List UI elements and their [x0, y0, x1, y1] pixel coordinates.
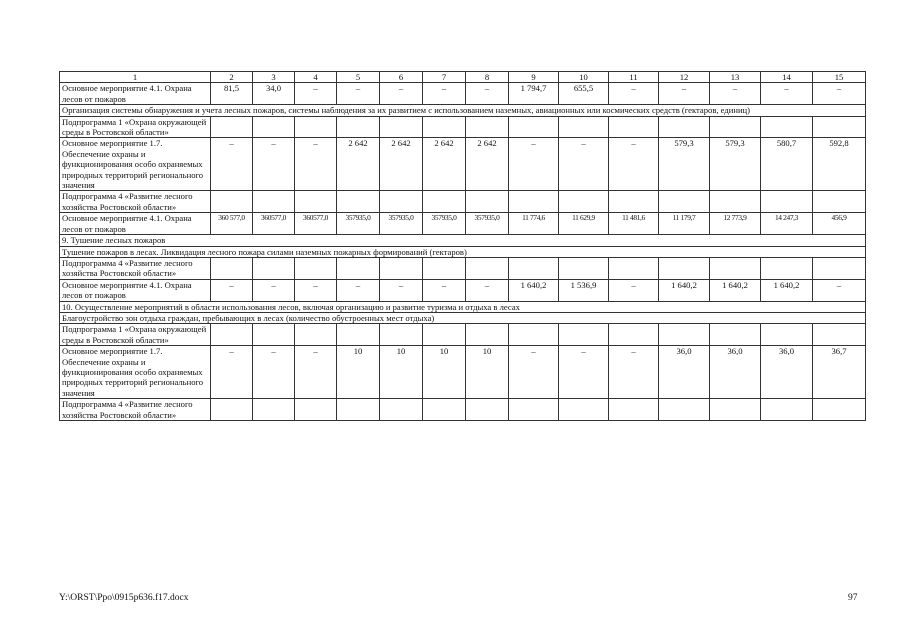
value-cell: 1 794,7 — [509, 83, 559, 105]
value-cell — [710, 399, 761, 421]
column-number: 15 — [813, 72, 866, 83]
value-cell — [295, 324, 337, 346]
value-cell: 11 774,6 — [509, 213, 559, 235]
header-row — [60, 72, 866, 83]
section-row — [60, 235, 866, 246]
table-row — [60, 324, 866, 346]
page-number: 97 — [848, 593, 858, 603]
value-cell — [253, 257, 295, 279]
value-cell — [559, 191, 609, 213]
value-cell — [423, 116, 466, 138]
row-label: Основное мероприятие 1.7. Обеспечение охраны и функционирования особо охраняемых природных территорий регионального значения — [60, 138, 211, 191]
value-cell — [337, 324, 380, 346]
section-row — [60, 301, 866, 312]
table-row — [60, 83, 866, 105]
value-cell — [761, 324, 813, 346]
value-cell — [509, 116, 559, 138]
value-cell — [609, 116, 659, 138]
value-cell — [253, 324, 295, 346]
column-number: 6 — [380, 72, 423, 83]
value-cell: – — [813, 83, 866, 105]
value-cell — [609, 324, 659, 346]
row-label: Подпрограмма 4 «Развитие лесного хозяйства Ростовской области» — [60, 399, 211, 421]
value-cell: 2 642 — [466, 138, 509, 191]
value-cell: – — [211, 279, 253, 301]
value-cell: – — [253, 279, 295, 301]
value-cell — [609, 399, 659, 421]
value-cell: 592,8 — [813, 138, 866, 191]
value-cell: – — [337, 279, 380, 301]
value-cell — [710, 324, 761, 346]
value-cell — [211, 257, 253, 279]
value-cell — [295, 399, 337, 421]
value-cell: 12 773,9 — [710, 213, 761, 235]
value-cell — [659, 116, 710, 138]
value-cell: – — [559, 138, 609, 191]
value-cell: 357935,0 — [466, 213, 509, 235]
value-cell — [813, 257, 866, 279]
value-cell — [509, 399, 559, 421]
value-cell: – — [423, 83, 466, 105]
row-label: Подпрограмма 1 «Охрана окружающей среды в Ростовской области» — [60, 116, 211, 138]
value-cell: 10 — [337, 346, 380, 399]
value-cell — [337, 191, 380, 213]
value-cell — [659, 399, 710, 421]
value-cell: 2 642 — [380, 138, 423, 191]
value-cell: – — [761, 83, 813, 105]
value-cell: – — [609, 83, 659, 105]
value-cell — [466, 324, 509, 346]
value-cell: 14 247,3 — [761, 213, 813, 235]
value-cell — [509, 191, 559, 213]
row-label: Основное мероприятие 4.1. Охрана лесов от пожаров — [60, 213, 211, 235]
column-number: 9 — [509, 72, 559, 83]
value-cell — [211, 116, 253, 138]
value-cell — [813, 324, 866, 346]
value-cell: 34,0 — [253, 83, 295, 105]
value-cell — [253, 399, 295, 421]
value-cell — [761, 257, 813, 279]
value-cell: 360577,0 — [253, 213, 295, 235]
section-row — [60, 246, 866, 257]
column-number: 4 — [295, 72, 337, 83]
value-cell: 1 640,2 — [710, 279, 761, 301]
value-cell: 357935,0 — [423, 213, 466, 235]
value-cell — [423, 324, 466, 346]
value-cell — [559, 257, 609, 279]
column-number: 5 — [337, 72, 380, 83]
value-cell: 579,3 — [710, 138, 761, 191]
value-cell: – — [295, 83, 337, 105]
value-cell — [813, 191, 866, 213]
value-cell: 1 640,2 — [659, 279, 710, 301]
value-cell — [337, 399, 380, 421]
value-cell — [423, 399, 466, 421]
column-number: 1 — [60, 72, 211, 83]
column-number: 11 — [609, 72, 659, 83]
value-cell: – — [813, 279, 866, 301]
value-cell: – — [466, 83, 509, 105]
value-cell: – — [295, 346, 337, 399]
value-cell — [609, 257, 659, 279]
value-cell: 357935,0 — [380, 213, 423, 235]
footer-file-path: Y:\ORST\Ppo\0915p636.f17.docx — [59, 593, 189, 603]
value-cell: 36,0 — [659, 346, 710, 399]
value-cell — [380, 324, 423, 346]
value-cell: 2 642 — [337, 138, 380, 191]
section-title: Организация системы обнаружения и учета лесных пожаров, системы наблюдения за их развитием с использованием наземных, авиационных или космических средств (гектаров, единиц) — [60, 105, 866, 116]
value-cell: 1 640,2 — [509, 279, 559, 301]
value-cell — [559, 116, 609, 138]
value-cell — [761, 399, 813, 421]
value-cell: 456,9 — [813, 213, 866, 235]
column-number: 3 — [253, 72, 295, 83]
value-cell: 655,5 — [559, 83, 609, 105]
row-label: Подпрограмма 4 «Развитие лесного хозяйства Ростовской области» — [60, 257, 211, 279]
table-row — [60, 138, 866, 191]
section-title: 10. Осуществление мероприятий в области использования лесов, включая организацию и развитие туризма и отдыха в лесах — [60, 301, 866, 312]
section-row — [60, 312, 866, 323]
table-row — [60, 116, 866, 138]
value-cell: 11 179,7 — [659, 213, 710, 235]
value-cell — [295, 257, 337, 279]
value-cell — [559, 399, 609, 421]
value-cell — [466, 191, 509, 213]
table-row — [60, 257, 866, 279]
value-cell — [813, 399, 866, 421]
value-cell: 36,0 — [710, 346, 761, 399]
value-cell — [380, 191, 423, 213]
value-cell: – — [295, 138, 337, 191]
value-cell: – — [609, 346, 659, 399]
value-cell: – — [509, 346, 559, 399]
table-row — [60, 191, 866, 213]
value-cell: 360577,0 — [295, 213, 337, 235]
value-cell: 360 577,0 — [211, 213, 253, 235]
value-cell — [380, 257, 423, 279]
row-label: Основное мероприятие 4.1. Охрана лесов от пожаров — [60, 83, 211, 105]
row-label: Подпрограмма 4 «Развитие лесного хозяйства Ростовской области» — [60, 191, 211, 213]
row-label: Подпрограмма 1 «Охрана окружающей среды в Ростовской области» — [60, 324, 211, 346]
value-cell — [710, 257, 761, 279]
section-row — [60, 105, 866, 116]
value-cell: 1 640,2 — [761, 279, 813, 301]
value-cell — [423, 191, 466, 213]
value-cell: – — [253, 346, 295, 399]
value-cell — [253, 191, 295, 213]
value-cell: 10 — [423, 346, 466, 399]
value-cell — [466, 257, 509, 279]
column-number: 13 — [710, 72, 761, 83]
value-cell: 11 481,6 — [609, 213, 659, 235]
value-cell — [466, 399, 509, 421]
value-cell: – — [380, 279, 423, 301]
value-cell: 357935,0 — [337, 213, 380, 235]
value-cell — [710, 191, 761, 213]
table-row — [60, 399, 866, 421]
value-cell — [211, 324, 253, 346]
value-cell: – — [423, 279, 466, 301]
column-number: 8 — [466, 72, 509, 83]
value-cell — [380, 399, 423, 421]
value-cell: – — [609, 138, 659, 191]
value-cell — [295, 191, 337, 213]
value-cell: 10 — [466, 346, 509, 399]
value-cell: – — [710, 83, 761, 105]
column-number: 14 — [761, 72, 813, 83]
value-cell — [761, 116, 813, 138]
table-row — [60, 346, 866, 399]
value-cell: – — [253, 138, 295, 191]
value-cell — [337, 257, 380, 279]
value-cell: – — [211, 346, 253, 399]
value-cell: – — [337, 83, 380, 105]
value-cell: 36,7 — [813, 346, 866, 399]
value-cell: – — [559, 346, 609, 399]
value-cell — [659, 324, 710, 346]
value-cell — [295, 116, 337, 138]
value-cell: 36,0 — [761, 346, 813, 399]
value-cell — [253, 116, 295, 138]
column-number: 12 — [659, 72, 710, 83]
value-cell — [710, 116, 761, 138]
value-cell — [380, 116, 423, 138]
value-cell: – — [509, 138, 559, 191]
value-cell — [211, 191, 253, 213]
value-cell — [761, 191, 813, 213]
value-cell — [509, 324, 559, 346]
column-number: 10 — [559, 72, 609, 83]
section-title: Благоустройство зон отдыха граждан, пребывающих в лесах (количество обустроенных мест отдыха) — [60, 312, 866, 323]
row-label: Основное мероприятие 4.1. Охрана лесов от пожаров — [60, 279, 211, 301]
value-cell — [509, 257, 559, 279]
value-cell: – — [211, 138, 253, 191]
data-table — [59, 71, 866, 421]
section-title: 9. Тушение лесных пожаров — [60, 235, 866, 246]
value-cell: 579,3 — [659, 138, 710, 191]
value-cell: 10 — [380, 346, 423, 399]
row-label: Основное мероприятие 1.7. Обеспечение охраны и функционирования особо охраняемых природных территорий регионального значения — [60, 346, 211, 399]
value-cell — [337, 116, 380, 138]
value-cell — [659, 191, 710, 213]
table-row — [60, 279, 866, 301]
value-cell — [609, 191, 659, 213]
table-row — [60, 213, 866, 235]
value-cell — [211, 399, 253, 421]
value-cell: 580,7 — [761, 138, 813, 191]
value-cell: – — [659, 83, 710, 105]
value-cell — [466, 116, 509, 138]
section-title: Тушение пожаров в лесах. Ликвидация лесного пожара силами наземных пожарных формирований (гектаров) — [60, 246, 866, 257]
value-cell: – — [609, 279, 659, 301]
column-number: 7 — [423, 72, 466, 83]
value-cell: 11 629,9 — [559, 213, 609, 235]
value-cell — [813, 116, 866, 138]
value-cell: – — [380, 83, 423, 105]
column-number: 2 — [211, 72, 253, 83]
value-cell: 2 642 — [423, 138, 466, 191]
value-cell — [423, 257, 466, 279]
value-cell: – — [295, 279, 337, 301]
value-cell — [559, 324, 609, 346]
value-cell — [659, 257, 710, 279]
value-cell: – — [466, 279, 509, 301]
value-cell: 1 536,9 — [559, 279, 609, 301]
value-cell: 81,5 — [211, 83, 253, 105]
